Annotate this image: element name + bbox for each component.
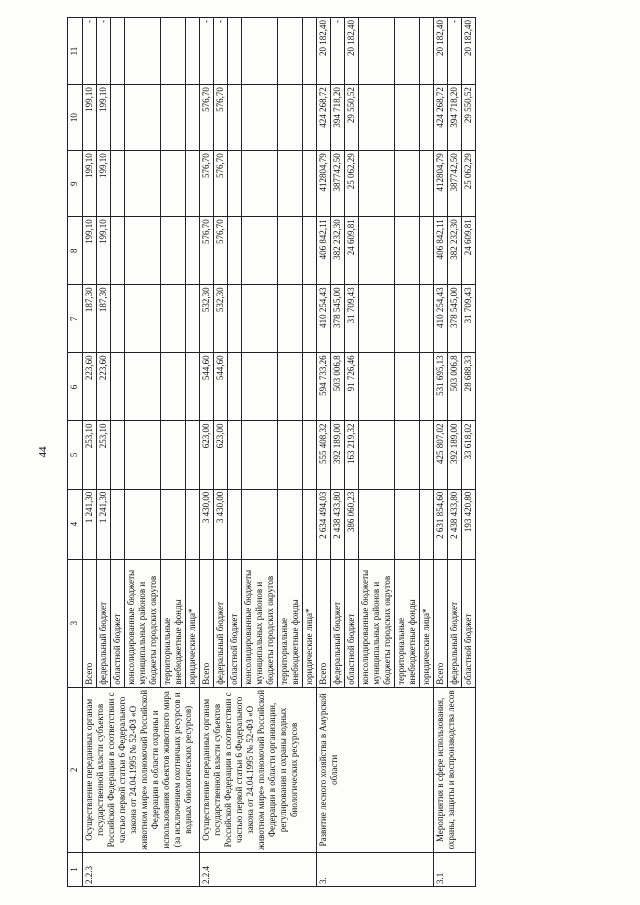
amount-cell: 193 420,80: [462, 489, 476, 559]
amount-cell: 20 182,40: [345, 18, 359, 85]
amount-cell: 532,30: [200, 285, 214, 353]
rotated-content: [37, 17, 582, 887]
amount-cell: [111, 421, 125, 489]
amount-cell: [278, 489, 303, 559]
amount-cell: 199,10: [97, 217, 111, 285]
amount-cell: [228, 353, 242, 421]
amount-cell: 412804,79: [317, 151, 331, 217]
amount-cell: [420, 421, 434, 489]
amount-cell: [111, 285, 125, 353]
amount-cell: 1 241,30: [97, 489, 111, 559]
amount-cell: [161, 85, 186, 151]
amount-cell: -: [448, 18, 462, 85]
amount-cell: [303, 18, 317, 85]
amount-cell: [278, 421, 303, 489]
amount-cell: [395, 285, 420, 353]
amount-cell: 223,60: [83, 353, 97, 421]
amount-cell: [395, 217, 420, 285]
amount-cell: -: [83, 18, 97, 85]
amount-cell: 576,70: [200, 151, 214, 217]
column-header: 5: [68, 421, 83, 489]
amount-cell: [359, 18, 395, 85]
amount-cell: [278, 353, 303, 421]
amount-cell: 31 709,43: [345, 285, 359, 353]
amount-cell: 20 182,40: [317, 18, 331, 85]
amount-cell: [303, 151, 317, 217]
amount-cell: [125, 18, 161, 85]
amount-cell: [395, 421, 420, 489]
amount-cell: [303, 489, 317, 559]
amount-cell: [278, 285, 303, 353]
amount-cell: 199,10: [83, 85, 97, 151]
amount-cell: 253,10: [97, 421, 111, 489]
amount-cell: [303, 353, 317, 421]
amount-cell: [395, 489, 420, 559]
amount-cell: 253,10: [83, 421, 97, 489]
table-row: [200, 18, 214, 887]
amount-cell: 2 634 494,03: [317, 489, 331, 559]
amount-cell: 25 062,29: [462, 151, 476, 217]
funding-source-label: консолидированные бюджеты муниципальных районов и бюджеты городских округов: [125, 559, 161, 687]
amount-cell: 392 189,00: [448, 421, 462, 489]
amount-cell: 2 438 433,80: [331, 489, 345, 559]
amount-cell: 623,00: [214, 421, 228, 489]
amount-cell: 163 219,32: [345, 421, 359, 489]
amount-cell: 31 709,43: [462, 285, 476, 353]
funding-source-label: юридические лица*: [420, 559, 434, 687]
amount-cell: [228, 489, 242, 559]
amount-cell: 378 545,00: [448, 285, 462, 353]
table-row: [83, 18, 97, 887]
table-row: [317, 18, 331, 887]
amount-cell: -: [331, 18, 345, 85]
amount-cell: [359, 85, 395, 151]
amount-cell: 594 733,26: [317, 353, 331, 421]
amount-cell: 544,60: [214, 353, 228, 421]
item-name: Развитие лесного хозяйства в Амурской области: [317, 687, 434, 852]
amount-cell: [420, 489, 434, 559]
amount-cell: [395, 151, 420, 217]
amount-cell: [125, 353, 161, 421]
funding-source-label: федеральный бюджет: [214, 559, 228, 687]
amount-cell: [242, 285, 278, 353]
amount-cell: [186, 421, 200, 489]
amount-cell: [125, 285, 161, 353]
funding-source-label: Всего: [434, 559, 448, 687]
amount-cell: [420, 353, 434, 421]
amount-cell: [242, 421, 278, 489]
amount-cell: [161, 217, 186, 285]
funding-source-label: консолидированные бюджеты муниципальных районов и бюджеты городских округов: [359, 559, 395, 687]
amount-cell: [242, 18, 278, 85]
funding-source-label: территориальные внебюджетные фонды: [395, 559, 420, 687]
amount-cell: 406 842,11: [434, 217, 448, 285]
amount-cell: 387742,50: [448, 151, 462, 217]
amount-cell: 410 254,43: [317, 285, 331, 353]
amount-cell: 378 545,00: [331, 285, 345, 353]
amount-cell: [420, 18, 434, 85]
budget-table: [67, 17, 476, 887]
amount-cell: 1 241,30: [83, 489, 97, 559]
amount-cell: 3 430,00: [214, 489, 228, 559]
amount-cell: [186, 217, 200, 285]
amount-cell: 425 807,02: [434, 421, 448, 489]
amount-cell: [125, 489, 161, 559]
amount-cell: [161, 18, 186, 85]
amount-cell: [395, 353, 420, 421]
amount-cell: [186, 353, 200, 421]
column-header: 8: [68, 217, 83, 285]
funding-source-label: областной бюджет: [228, 559, 242, 687]
amount-cell: 382 232,30: [331, 217, 345, 285]
amount-cell: [228, 217, 242, 285]
amount-cell: [359, 353, 395, 421]
amount-cell: [395, 85, 420, 151]
column-header: 9: [68, 151, 83, 217]
amount-cell: 623,00: [200, 421, 214, 489]
amount-cell: [303, 421, 317, 489]
amount-cell: [111, 217, 125, 285]
amount-cell: [278, 217, 303, 285]
amount-cell: [242, 489, 278, 559]
amount-cell: 20 182,40: [462, 18, 476, 85]
amount-cell: [161, 421, 186, 489]
amount-cell: [161, 285, 186, 353]
amount-cell: [186, 285, 200, 353]
amount-cell: [359, 151, 395, 217]
amount-cell: 25 062,29: [345, 151, 359, 217]
item-name: Осуществление переданных органам государственной власти субъектов Российской Федерации в соответствии с частью первой статьи 6 Федерального закона от 24.04.1995 № 52-ФЗ «О животном мире» полномочий Российской Федерации в области организации, регулирования и охраны водных биологических ресурсов: [200, 687, 317, 852]
funding-source-label: федеральный бюджет: [448, 559, 462, 687]
amount-cell: 387742,50: [331, 151, 345, 217]
amount-cell: [186, 489, 200, 559]
amount-cell: 394 718,20: [448, 85, 462, 151]
amount-cell: 386 060,23: [345, 489, 359, 559]
amount-cell: 424 268,72: [317, 85, 331, 151]
funding-source-label: федеральный бюджет: [97, 559, 111, 687]
column-header: 3: [68, 559, 83, 687]
amount-cell: [125, 217, 161, 285]
amount-cell: [420, 285, 434, 353]
funding-source-label: консолидированные бюджеты муниципальных районов и бюджеты городских округов: [242, 559, 278, 687]
amount-cell: 406 842,11: [317, 217, 331, 285]
amount-cell: 532,30: [214, 285, 228, 353]
funding-source-label: федеральный бюджет: [331, 559, 345, 687]
item-code: 2.2.4: [200, 852, 317, 886]
amount-cell: 199,10: [83, 151, 97, 217]
amount-cell: 28 688,33: [462, 353, 476, 421]
item-code: 3.: [317, 852, 434, 886]
funding-source-label: территориальные внебюджетные фонды: [161, 559, 186, 687]
amount-cell: 410 254,43: [434, 285, 448, 353]
amount-cell: [125, 421, 161, 489]
amount-cell: 531 695,13: [434, 353, 448, 421]
amount-cell: 29 550,52: [345, 85, 359, 151]
funding-source-label: областной бюджет: [345, 559, 359, 687]
amount-cell: 20 182,40: [434, 18, 448, 85]
page-number: 44: [37, 446, 49, 458]
amount-cell: [359, 489, 395, 559]
funding-source-label: территориальные внебюджетные фонды: [278, 559, 303, 687]
item-code: 3.1: [434, 852, 476, 886]
item-name: Осуществление переданных органам государственной власти субъектов Российской Федерации в соответствии с частью первой статьи 6 Федерального закона от 24.04.1995 № 52-ФЗ «О животном мире» полномочий Российской Федерации в области охраны и использования объектов животного мира (за исключением охотничьих ресурсов и водных биологических ресурсов): [83, 687, 200, 852]
amount-cell: [228, 285, 242, 353]
funding-source-label: юридические лица*: [303, 559, 317, 687]
column-header: 2: [68, 687, 83, 852]
amount-cell: 382 232,30: [448, 217, 462, 285]
amount-cell: [111, 85, 125, 151]
column-number-row: [68, 18, 83, 887]
amount-cell: 187,30: [83, 285, 97, 353]
amount-cell: [111, 18, 125, 85]
amount-cell: [303, 217, 317, 285]
amount-cell: [228, 85, 242, 151]
amount-cell: [278, 151, 303, 217]
amount-cell: 576,70: [200, 217, 214, 285]
column-header: 4: [68, 489, 83, 559]
amount-cell: [228, 18, 242, 85]
amount-cell: 576,70: [214, 151, 228, 217]
amount-cell: [161, 353, 186, 421]
funding-source-label: Всего: [200, 559, 214, 687]
amount-cell: [125, 151, 161, 217]
table-row: [434, 18, 448, 887]
amount-cell: 33 618,02: [462, 421, 476, 489]
amount-cell: [161, 489, 186, 559]
amount-cell: [186, 85, 200, 151]
amount-cell: [111, 489, 125, 559]
amount-cell: 555 408,32: [317, 421, 331, 489]
column-header: 6: [68, 353, 83, 421]
amount-cell: 199,10: [83, 217, 97, 285]
amount-cell: [395, 18, 420, 85]
amount-cell: 576,70: [200, 85, 214, 151]
amount-cell: [303, 285, 317, 353]
amount-cell: 394 718,20: [331, 85, 345, 151]
column-header: 11: [68, 18, 83, 85]
amount-cell: 2 631 854,60: [434, 489, 448, 559]
amount-cell: -: [200, 18, 214, 85]
amount-cell: [420, 85, 434, 151]
amount-cell: -: [97, 18, 111, 85]
column-header: 1: [68, 852, 83, 886]
item-code: 2.2.3: [83, 852, 200, 886]
amount-cell: 187,30: [97, 285, 111, 353]
amount-cell: [278, 85, 303, 151]
amount-cell: 392 189,00: [331, 421, 345, 489]
amount-cell: 2 438 433,80: [448, 489, 462, 559]
funding-source-label: областной бюджет: [111, 559, 125, 687]
amount-cell: -: [214, 18, 228, 85]
funding-source-label: юридические лица*: [186, 559, 200, 687]
amount-cell: [186, 18, 200, 85]
amount-cell: 503 006,8: [448, 353, 462, 421]
amount-cell: [420, 151, 434, 217]
amount-cell: 29 550,52: [462, 85, 476, 151]
amount-cell: [359, 421, 395, 489]
amount-cell: 24 609,81: [462, 217, 476, 285]
amount-cell: [242, 85, 278, 151]
amount-cell: 576,70: [214, 217, 228, 285]
amount-cell: [242, 217, 278, 285]
amount-cell: [359, 285, 395, 353]
amount-cell: 544,60: [200, 353, 214, 421]
amount-cell: [242, 353, 278, 421]
amount-cell: [125, 85, 161, 151]
amount-cell: 223,60: [97, 353, 111, 421]
amount-cell: [242, 151, 278, 217]
amount-cell: [186, 151, 200, 217]
amount-cell: 424 268,72: [434, 85, 448, 151]
amount-cell: [161, 151, 186, 217]
amount-cell: [359, 217, 395, 285]
amount-cell: [303, 85, 317, 151]
amount-cell: 412804,79: [434, 151, 448, 217]
amount-cell: 3 430,00: [200, 489, 214, 559]
funding-source-label: областной бюджет: [462, 559, 476, 687]
amount-cell: [278, 18, 303, 85]
amount-cell: [111, 151, 125, 217]
column-header: 10: [68, 85, 83, 151]
table-body: [83, 18, 476, 887]
amount-cell: 91 726,46: [345, 353, 359, 421]
amount-cell: [228, 421, 242, 489]
column-header: 7: [68, 285, 83, 353]
amount-cell: [228, 151, 242, 217]
amount-cell: 24 609,81: [345, 217, 359, 285]
amount-cell: [111, 353, 125, 421]
amount-cell: 199,10: [97, 85, 111, 151]
amount-cell: 576,70: [214, 85, 228, 151]
amount-cell: 503 006,8: [331, 353, 345, 421]
funding-source-label: Всего: [317, 559, 331, 687]
amount-cell: [420, 217, 434, 285]
item-name: Мероприятия в сфере использования, охраны, защиты и воспроизводства лесов: [434, 687, 476, 852]
amount-cell: 199,10: [97, 151, 111, 217]
funding-source-label: Всего: [83, 559, 97, 687]
